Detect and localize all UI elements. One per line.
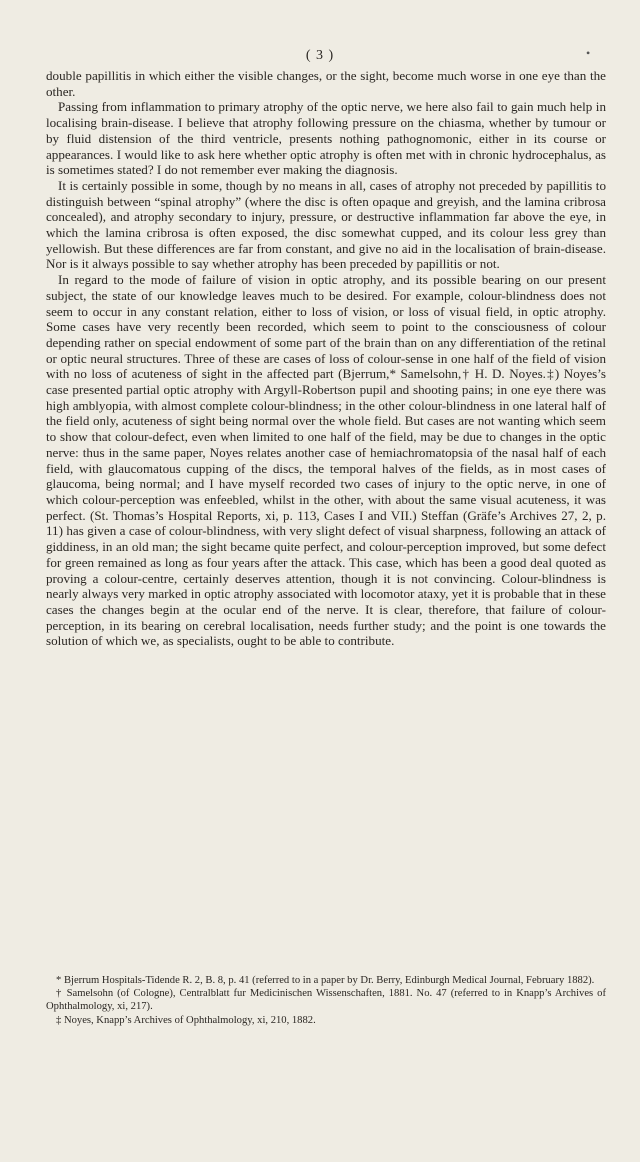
paragraph-3: It is certainly possible in some, though by no means in all, cases of atrophy not preceded by papillitis to distinguish between “spinal atrophy” (where the disc is often opaque and greyish, and the lamina cribrosa concealed), and atrophy secondary to injury, pressure, or destructive inflammation far above the eye, in which the lamina cribrosa is often exposed, the disc somewhat cupped, and its colour less grey than yellowish. But these differences are far from constant, and give no aid in the localisation of brain-disease. Nor is it always possible to say whether atrophy has been preceded by papillitis or not. [46,177,606,272]
body-text [46,68,606,649]
footnote-2: † Samelsohn (of Cologne), Centralblatt fur Medicinischen Wissenschaften, 1881. No. 47 (referred to in Knapp’s Archives of Ophthalmology, xi, 217). [46,988,606,1013]
paragraph-1: double papillitis in which either the visible changes, or the sight, become much worse in one eye than the other. [46,68,606,99]
corner-mark: • [586,46,591,60]
page-number: ( 3 ) [305,48,335,63]
paragraph-4: In regard to the mode of failure of vision in optic atrophy, and its possible bearing on our present subject, the state of our knowledge leaves much to be desired. For example, colour-blindness does not seem to occur in any constant relation, either to loss of vision, or loss of visual field, in optic atrophy. Some cases have very recently been recorded, which seem to point to the consciousness of colour depending rather on special endowment of some part of the brain than on any differentiation of the retinal or optic neural structures. Three of these are cases of loss of colour-sense in one half of the field of vision with no loss of acuteness of sight in the affected part (Bjerrum,* Samelsohn,† H. D. Noyes.‡) Noyes’s case presented partial optic atrophy with Argyll-Robertson pupil and shooting pains; in one eye there was high amblyopia, with almost complete colour-blindness; in the other colour-blindness in one lateral half of the field only, acuteness of sight being normal over the whole field. But cases are not wanting which seem to show that colour-defect, even when limited to one half of the field, may be due to changes in the optic nerve: thus in the same paper, Noyes relates another case of hemiachromatopsia of the nasal half of each field, with glaucomatous cupping of the discs, the temporal halves of the fields, as in most cases of glaucoma, being normal; and I have myself recorded two cases of injury to the optic nerve, in one of which colour-perception was enfeebled, whilst in the other, with about the same visual acuteness, it was perfect. (St. Thomas’s Hospital Reports, xi, p. 113, Cases I and VII.) Steffan (Gräfe’s Archives 27, 2, p. 11) has given a case of colour-blindness, with very slight defect of visual sharpness, following an attack of giddiness, in an old man; the sight became quite perfect, and colour-perception improved, but some defect for green remained as long as four years after the attack. This case, which has been a good deal quoted as proving a colour-centre, certainly deserves attention, though it is not convincing. Colour-blindness is nearly always very marked in optic atrophy associated with locomotor ataxy, yet it is probable that in these cases the changes begin at the ocular end of the nerve. It is clear, therefore, that failure of colour-perception, in its bearing on cerebral localisation, needs further study; and the point is one towards the solution of which we, as specialists, ought to be able to contribute. [46,272,606,649]
footnotes [46,974,606,1027]
footnote-1: * Bjerrum Hospitals-Tidende R. 2, B. 8, p. 41 (referred to in a paper by Dr. Berry, Edinburgh Medical Journal, February 1882). [56,975,595,986]
paragraph-2: Passing from inflammation to primary atrophy of the optic nerve, we here also fail to gain much help in localising brain-disease. I believe that atrophy following pressure on the chiasma, whether by tumour or by fluid distension of the third ventricle, presents nothing pathognomonic, either in its course or appearances. I would like to ask here whether optic atrophy is often met with in chronic hydrocephalus, as is sometimes stated? I do not remember ever making the diagnosis. [46,99,606,178]
footnote-3: ‡ Noyes, Knapp’s Archives of Ophthalmology, xi, 210, 1882. [56,1014,316,1026]
